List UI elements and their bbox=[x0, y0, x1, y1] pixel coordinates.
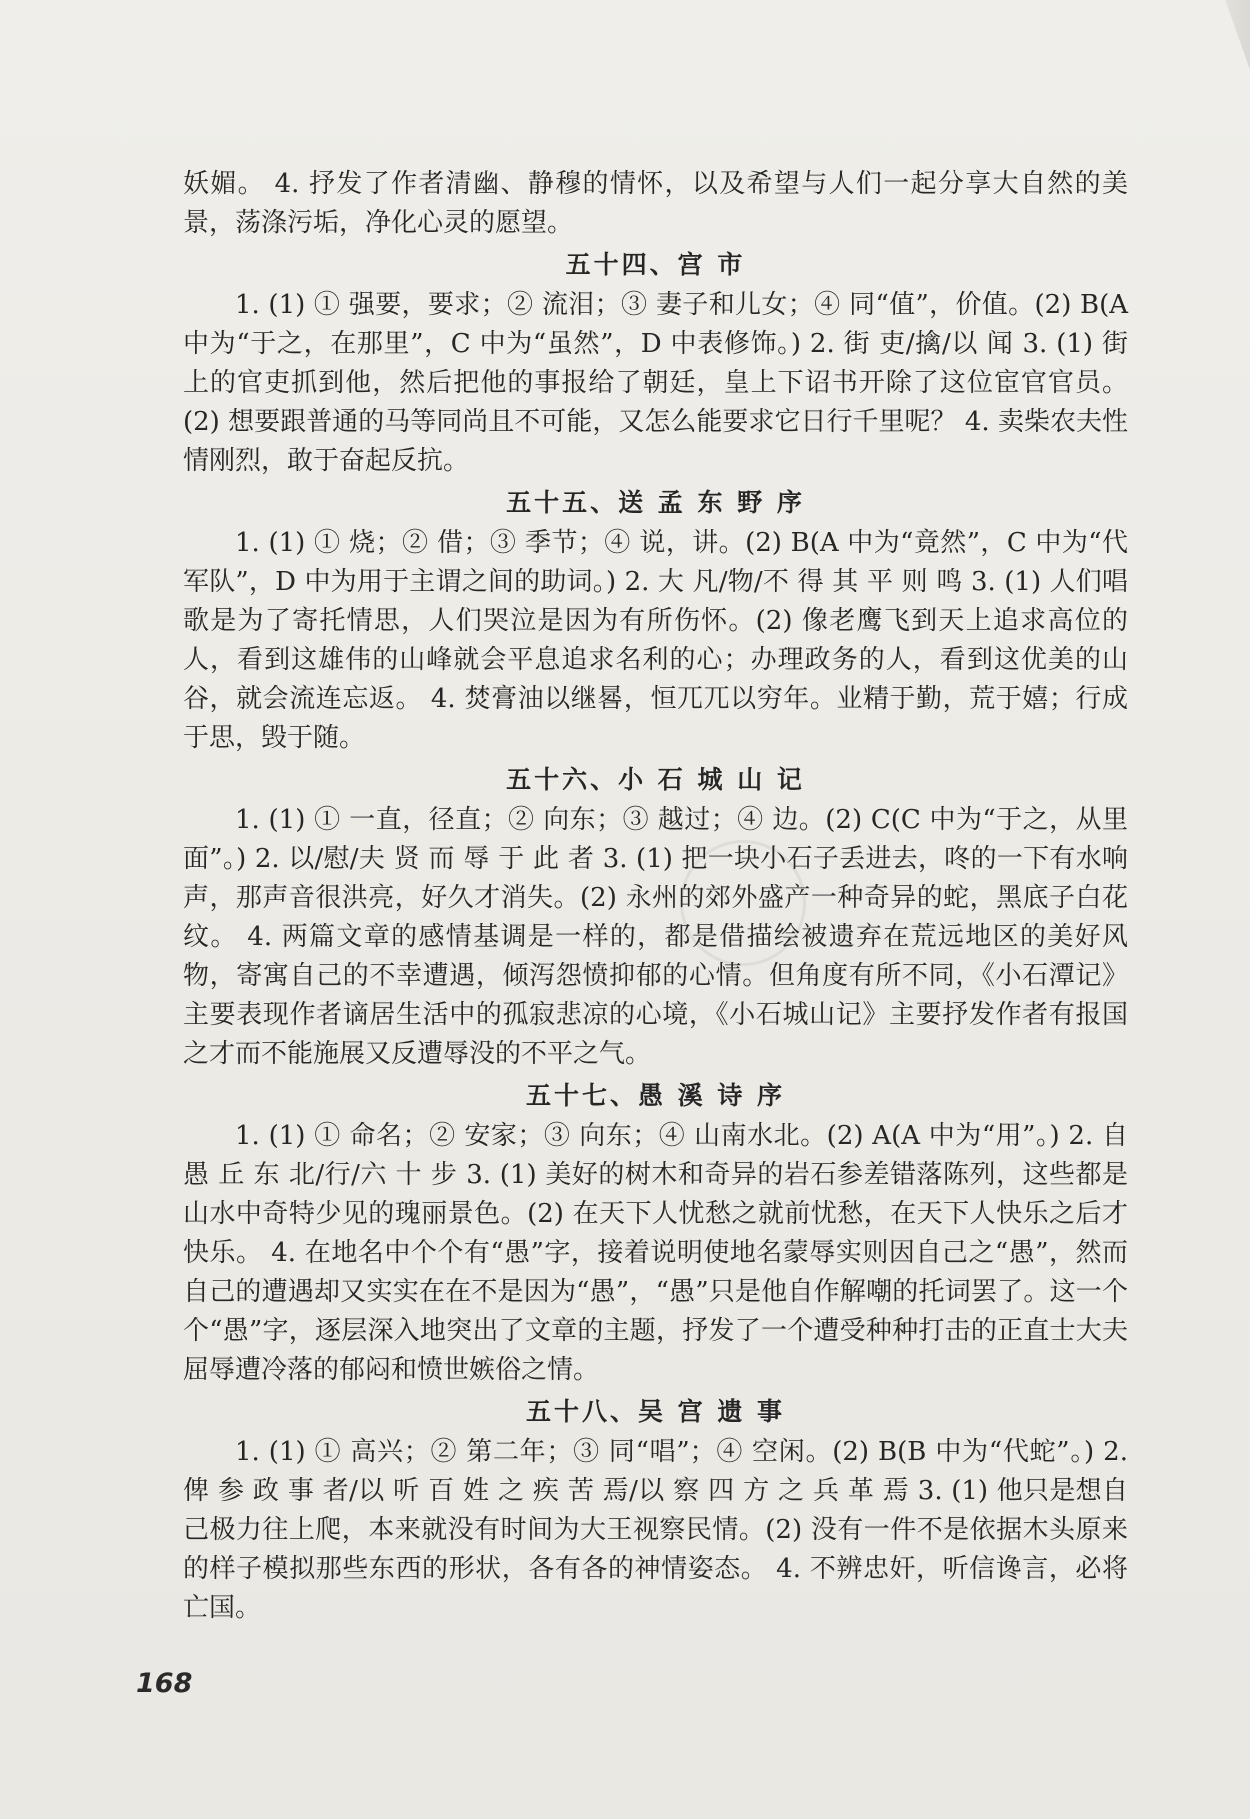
section-title-55: 五十五、送 孟 东 野 序 bbox=[506, 488, 805, 517]
section-title-56: 五十六、小 石 城 山 记 bbox=[506, 765, 805, 794]
section-body-54: 1. (1) ① 强要，要求；② 流泪；③ 妻子和儿女；④ 同“值”，价值。(2) B(A 中为“于之，在那里”，C 中为“虽然”，D 中表修饰。) 2. 街 吏/擒/以 闻 3. (1) 街上的官吏抓到他，然后把他的事报给了朝廷，皇上下诏书开除了这位宦官官员。(2) 想要跟普通的马等同尚且不可能，又怎么能要求它日行千里呢？ 4. 卖柴农夫性情刚烈，敢于奋起反抗。 bbox=[183, 290, 1128, 476]
section-title-58: 五十八、吴 宫 遗 事 bbox=[525, 1397, 786, 1426]
section-body-55: 1. (1) ① 烧；② 借；③ 季节；④ 说，讲。(2) B(A 中为“竟然”，C 中为“代军队”，D 中为用于主谓之间的助词。) 2. 大 凡/物/不 得 其 平 则 鸣 3. (1) 人们唱歌是为了寄托情思，人们哭泣是因为有所伤怀。(2) 像老鹰飞到天上追求高位的人，看到这雄伟的山峰就会平息追求名利的心；办理政务的人，看到这优美的山谷，就会流连忘返。 4. 焚膏油以继晷，恒兀兀以穷年。业精于勤，荒于嬉；行成于思，毁于随。 bbox=[183, 528, 1128, 753]
section-body-56: 1. (1) ① 一直，径直；② 向东；③ 越过；④ 边。(2) C(C 中为“于之，从里面”。) 2. 以/慰/夫 贤 而 辱 于 此 者 3. (1) 把一块小石子丢进去，咚的一下有水响声，那声音很洪亮，好久才消失。(2) 永州的郊外盛产一种奇异的蛇，黑底子白花纹。 4. 两篇文章的感情基调是一样的，都是借描绘被遗弃在荒远地区的美好风物，寄寓自己的不幸遭遇，倾泻怨愤抑郁的心情。但角度有所不同，《小石潭记》主要表现作者谪居生活中的孤寂悲凉的心境，《小石城山记》主要抒发作者有报国之才而不能施展又反遭辱没的不平之气。 bbox=[183, 805, 1128, 1069]
page-number: 168 bbox=[136, 1668, 193, 1699]
page-corner-shadow bbox=[1212, 0, 1250, 70]
section-title-54: 五十四、宫 市 bbox=[565, 250, 746, 279]
answer-text-body bbox=[183, 165, 1128, 1628]
section-body-57: 1. (1) ① 命名；② 安家；③ 向东；④ 山南水北。(2) A(A 中为“用”。) 2. 自 愚 丘 东 北/行/六 十 步 3. (1) 美好的树木和奇异的岩石参差错落陈列，这些都是山水中奇特少见的瑰丽景色。(2) 在天下人忧愁之就前忧愁，在天下人快乐之后才快乐。 4. 在地名中个个有“愚”字，接着说明使地名蒙辱实则因自己之“愚”，然而自己的遭遇却又实实在在不是因为“愚”，“愚”只是他自作解嘲的托词罢了。这一个个“愚”字，逐层深入地突出了文章的主题，抒发了一个遭受种种打击的正直士大夫屈辱遭冷落的郁闷和愤世嫉俗之情。 bbox=[183, 1121, 1128, 1385]
section-title-57: 五十七、愚 溪 诗 序 bbox=[525, 1081, 786, 1110]
section-body-58: 1. (1) ① 高兴；② 第二年；③ 同“唱”；④ 空闲。(2) B(B 中为“代蛇”。) 2. 俾 参 政 事 者/以 听 百 姓 之 疾 苦 焉/以 察 四 方 之 兵 革 焉 3. (1) 他只是想自己极力往上爬，本来就没有时间为大王视察民情。(2) 没有一件不是依据木头原来的样子模拟那些东西的形状，各有各的神情姿态。 4. 不辨忠奸，听信谗言，必将亡国。 bbox=[183, 1437, 1128, 1623]
intro-paragraph: 妖媚。 4. 抒发了作者清幽、静穆的情怀，以及希望与人们一起分享大自然的美景，荡涤污垢，净化心灵的愿望。 bbox=[183, 169, 1128, 238]
